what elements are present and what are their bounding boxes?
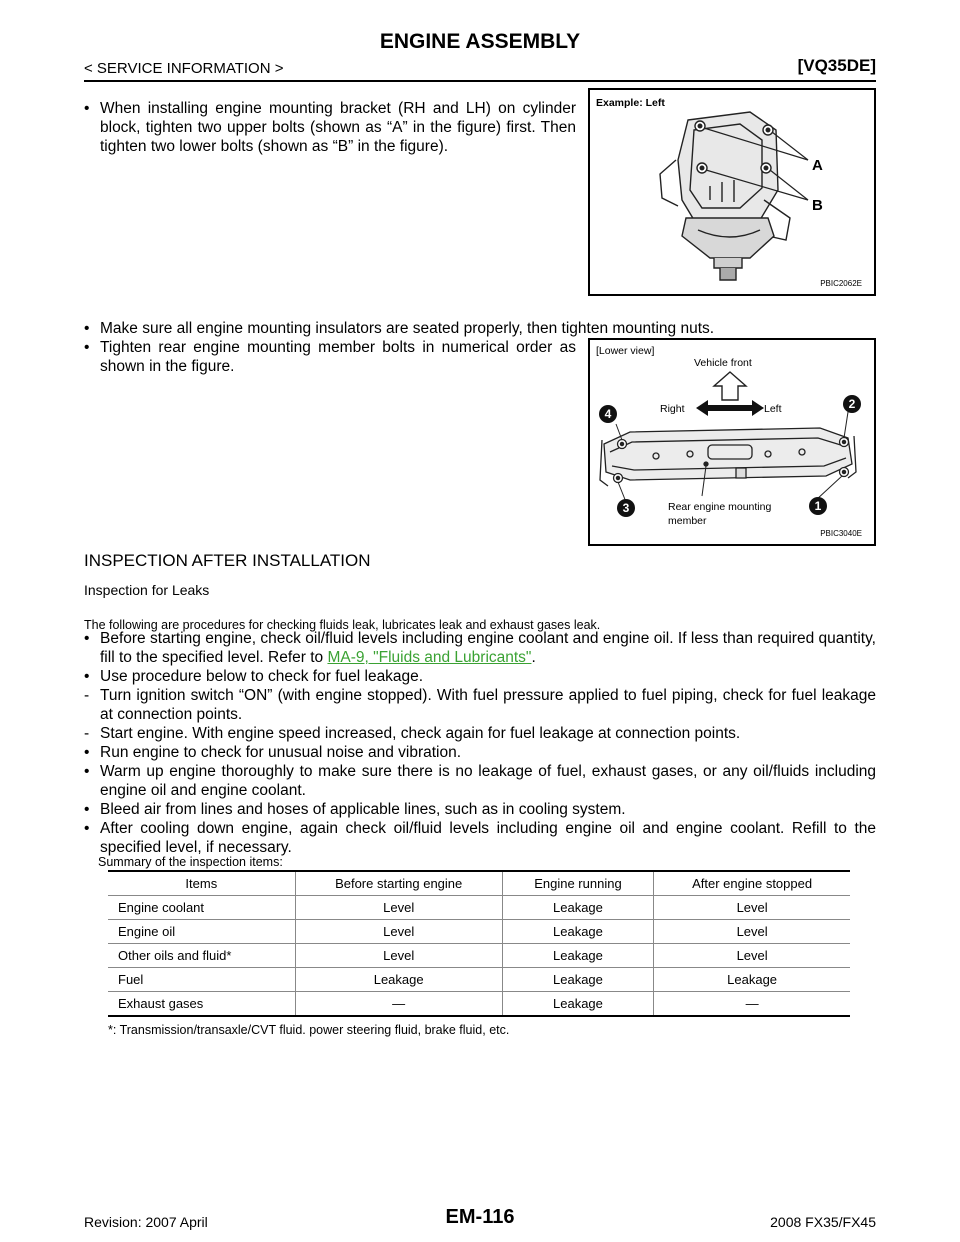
- table-cell: Engine oil: [108, 920, 295, 944]
- table-cell: Level: [295, 896, 502, 920]
- dash: -: [84, 725, 90, 742]
- table-cell: Leakage: [502, 992, 654, 1017]
- vehicle-front-label: Vehicle front: [694, 357, 752, 369]
- step-before-start-end: .: [531, 649, 536, 666]
- step-fuel-procedure: [84, 667, 876, 686]
- rear-member-illustration: [590, 340, 874, 544]
- rear-member-note-text: Tighten rear engine mounting member bolts in numerical order as shown in the figure.: [100, 339, 576, 375]
- rear-member-note: [84, 338, 576, 376]
- section-intro: The following are procedures for checking fluids leak, lubricates leak and exhaust gases leak.: [84, 618, 601, 632]
- subsection-heading: Inspection for Leaks: [84, 582, 210, 598]
- column-header: After engine stopped: [654, 871, 850, 896]
- callout-b: B: [812, 197, 823, 214]
- step-start-engine: [84, 724, 876, 743]
- callout-a: A: [812, 157, 823, 174]
- section-heading: INSPECTION AFTER INSTALLATION: [84, 551, 371, 570]
- revision-date: Revision: 2007 April: [84, 1214, 208, 1230]
- table-row: [108, 944, 850, 968]
- step-before-start-text: Before starting engine, check oil/fluid levels including engine coolant and engine oil. If less than required quantity, fill to the specified level. Refer to: [100, 630, 876, 666]
- insulators-note: [84, 319, 876, 338]
- summary-label: Summary of the inspection items:: [98, 855, 283, 869]
- table-cell: Leakage: [654, 968, 850, 992]
- column-header: Engine running: [502, 871, 654, 896]
- column-header: Before starting engine: [295, 871, 502, 896]
- step-bleed-air-text: Bleed air from lines and hoses of applicable lines, such as in cooling system.: [100, 801, 626, 818]
- fluids-lubricants-link[interactable]: MA-9, "Fluids and Lubricants": [327, 649, 532, 666]
- bolt-number-3: 3: [622, 501, 630, 515]
- table-cell: Engine coolant: [108, 896, 295, 920]
- model-label: 2008 FX35/FX45: [770, 1214, 876, 1230]
- bolt-number-1: 1: [814, 499, 822, 513]
- bolt-number-2: 2: [848, 397, 856, 411]
- step-fuel-procedure-text: Use procedure below to check for fuel leakage.: [100, 668, 424, 685]
- bracket-note-text: When installing engine mounting bracket (RH and LH) on cylinder block, tighten two upper bolts (shown as “A” in the figure) first. Then tighten two lower bolts (shown as “B” in the figure).: [100, 100, 576, 155]
- table-cell: Leakage: [502, 968, 654, 992]
- header-rule: [84, 80, 876, 82]
- bullet: •: [84, 100, 90, 117]
- step-cool-down-text: After cooling down engine, again check oil/fluid levels including engine oil and engine coolant. Refill to the specified level, if necessary.: [100, 820, 876, 856]
- member-label-line1: Rear engine mounting: [668, 501, 772, 513]
- table-cell: Level: [654, 896, 850, 920]
- table-cell: —: [295, 992, 502, 1017]
- member-drawing: [600, 428, 856, 486]
- table-cell: Leakage: [502, 896, 654, 920]
- table-cell: Leakage: [502, 944, 654, 968]
- table-cell: Leakage: [295, 968, 502, 992]
- column-header: Items: [108, 871, 295, 896]
- table-cell: Level: [654, 944, 850, 968]
- engine-code: [VQ35DE]: [797, 56, 876, 75]
- table-row: [108, 896, 850, 920]
- table-cell: Leakage: [502, 920, 654, 944]
- insulators-note-text: Make sure all engine mounting insulators are seated properly, then tighten mounting nuts.: [100, 320, 715, 337]
- page-title: ENGINE ASSEMBLY: [379, 30, 581, 53]
- step-before-start: [84, 629, 876, 667]
- step-text: [84, 629, 876, 667]
- bullet: •: [84, 320, 90, 337]
- table-cell: Level: [295, 944, 502, 968]
- bullet: •: [84, 820, 90, 837]
- step-ignition-on-text: Turn ignition switch “ON” (with engine stopped). With fuel pressure applied to fuel piping, check for fuel leakage at connection points.: [100, 687, 876, 723]
- figure2-code: PBIC3040E: [820, 529, 862, 538]
- bolt-number-4: 4: [604, 407, 612, 421]
- page-number: EM-116: [445, 1206, 515, 1228]
- bullet: •: [84, 801, 90, 818]
- step-start-engine-text: Start engine. With engine speed increased, check again for fuel leakage at connection points.: [100, 725, 741, 742]
- member-label-line2: member: [668, 515, 707, 527]
- table-cell: Other oils and fluid*: [108, 944, 295, 968]
- dash: -: [84, 687, 90, 704]
- figure-mounting-bracket: [588, 88, 876, 296]
- figure1-code: PBIC2062E: [820, 279, 862, 288]
- step-ignition-on: [84, 686, 876, 724]
- table-row: [108, 992, 850, 1017]
- step-cool-down: [84, 819, 876, 857]
- step-run-engine: [84, 743, 876, 762]
- breadcrumb: < SERVICE INFORMATION >: [84, 60, 284, 77]
- figure1-label: Example: Left: [596, 97, 665, 109]
- step-warm-up: [84, 762, 876, 800]
- table-cell: Level: [295, 920, 502, 944]
- table-cell: Fuel: [108, 968, 295, 992]
- table-cell: —: [654, 992, 850, 1017]
- bracket-illustration: [590, 90, 874, 294]
- left-label: Left: [764, 403, 782, 415]
- table-row: [108, 968, 850, 992]
- figure2-view-label: [Lower view]: [596, 345, 655, 357]
- table-header-row: [108, 871, 850, 896]
- step-warm-up-text: Warm up engine thoroughly to make sure there is no leakage of fuel, exhaust gases, or any oil/fluids including engine oil and engine coolant.: [100, 763, 876, 799]
- table-cell: Level: [654, 920, 850, 944]
- table-footnote: *: Transmission/transaxle/CVT fluid. power steering fluid, brake fluid, etc.: [108, 1023, 510, 1037]
- table-cell: Exhaust gases: [108, 992, 295, 1017]
- bullet: •: [84, 339, 90, 356]
- figure-rear-member: [588, 338, 876, 546]
- left-right-arrow-icon: [696, 400, 764, 416]
- bracket-note: [84, 99, 576, 156]
- summary-table: [108, 870, 850, 1017]
- table-row: [108, 920, 850, 944]
- step-bleed-air: [84, 800, 876, 819]
- right-label: Right: [660, 403, 685, 415]
- up-arrow-icon: [714, 372, 746, 400]
- step-run-engine-text: Run engine to check for unusual noise and vibration.: [100, 744, 462, 761]
- bracket-drawing: [660, 112, 790, 280]
- bullet: •: [84, 630, 90, 647]
- bullet: •: [84, 668, 90, 685]
- bullet: •: [84, 744, 90, 761]
- bullet: •: [84, 763, 90, 780]
